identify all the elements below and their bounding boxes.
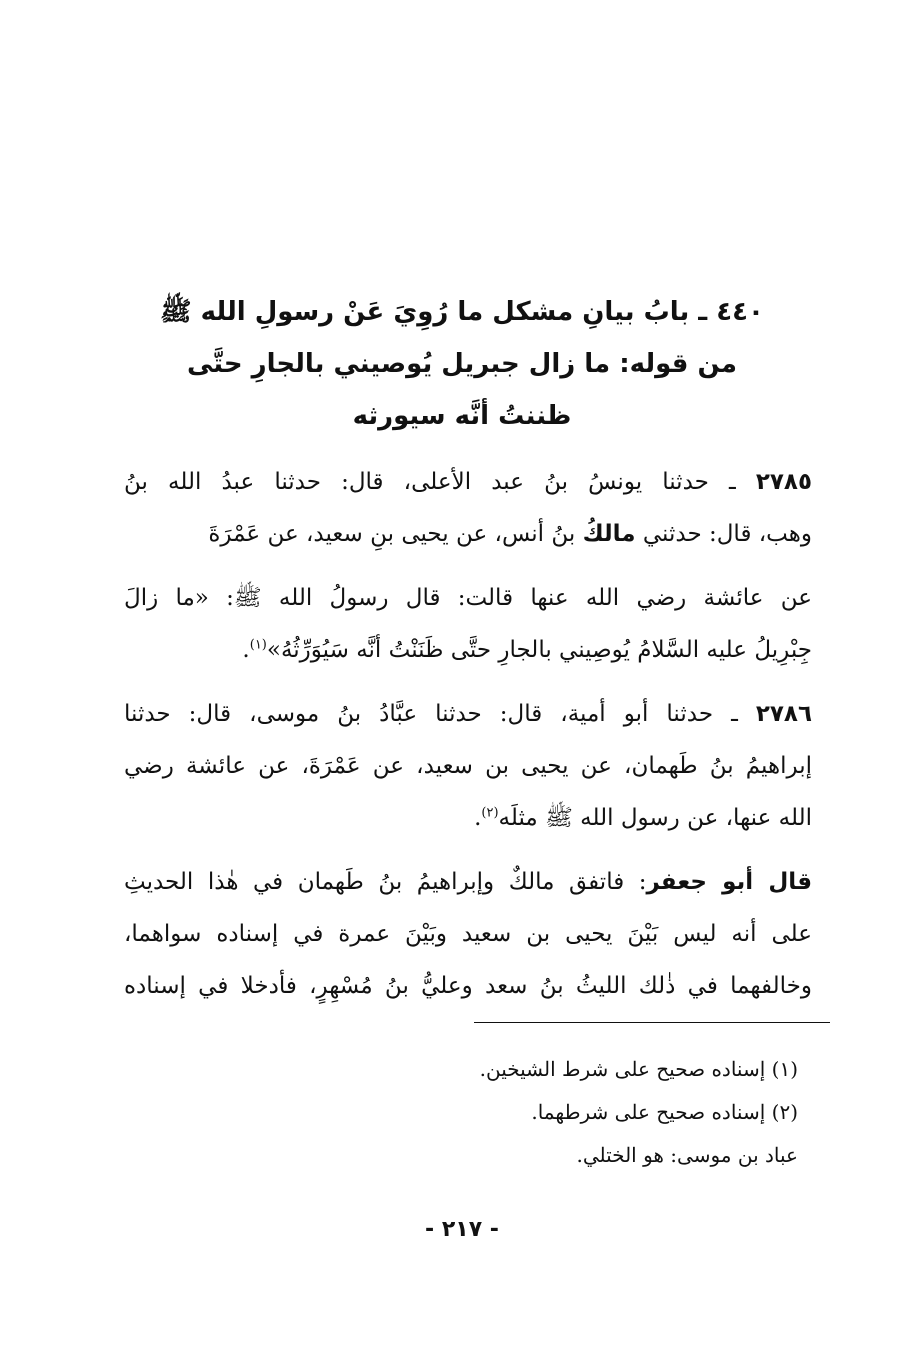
footnotes [400, 1048, 798, 1177]
hadith-2786-line-1 [124, 688, 812, 740]
hadith-2785-line-1 [124, 456, 812, 508]
text-segment: ـ حدثنا يونسُ بنُ عبد الأعلى، قال: حدثنا عبدُ الله بنُ [124, 469, 756, 495]
chapter-heading-line-2: من قوله: ما زال جبريل يُوصيني بالجارِ حتَّى [186, 349, 738, 379]
commentary-paragraph [124, 856, 812, 1012]
hadith-2786-line-3 [124, 792, 812, 844]
commentary-line-2: على أنه ليس بَيْنَ يحيى بن سعيد وبَيْنَ عمرة في إسناده سواهما، [124, 921, 812, 947]
bold-name: مالكُ [582, 521, 636, 547]
text-segment: . [242, 637, 250, 663]
page-number: - ٢١٧ - [425, 1217, 499, 1242]
chapter-heading [120, 286, 804, 442]
text-segment: جِبْرِيلُ عليه السَّلامُ يُوصِيني بالجارِ حتَّى ظَنَنْتُ أنَّه سَيُوَرِّثُهُ» [266, 637, 812, 663]
footnote-separator [474, 1022, 830, 1023]
text-segment: بنُ أنس، عن يحيى بنِ سعيد، عن عَمْرَةَ [208, 521, 583, 547]
footnote-ref-1: (١) [249, 637, 267, 653]
text-segment: : فاتفق مالكٌ وإبراهيمُ بنُ طَهمان في هٰذا الحديثِ [124, 869, 647, 895]
text-segment: وهب، قال: حدثني [635, 521, 812, 547]
hadith-2785-matn [124, 572, 812, 676]
hadith-number: ٢٧٨٥ [755, 469, 812, 495]
hadith-number: ٢٧٨٦ [755, 701, 812, 727]
matn-line-1: عن عائشة رضي الله عنها قالت: قال رسولُ الله ﷺ: «ما زالَ [124, 585, 812, 611]
hadith-2785-line-2 [124, 508, 812, 560]
footnote-1: (١) إسناده صحيح على شرط الشيخين. [479, 1057, 798, 1081]
footnote-2: (٢) إسناده صحيح على شرطهما. [531, 1100, 798, 1124]
chapter-heading-line-1: ٤٤٠ ـ بابُ بيانِ مشكل ما رُوِيَ عَنْ رسولِ الله ﷺ [160, 297, 764, 327]
footnote-3: عباد بن موسى: هو الختلي. [576, 1143, 798, 1167]
commentary-line-1 [124, 856, 812, 908]
commentary-line-3: وخالفهما في ذٰلك الليثُ بنُ سعد وعليُّ بنُ مُسْهِرٍ، فأدخلا في إسناده [124, 973, 812, 999]
text-segment: ـ حدثنا أبو أمية، قال: حدثنا عبَّادُ بنُ موسى، قال: حدثنا [124, 701, 756, 727]
text-segment: . [474, 805, 482, 831]
footnote-ref-2: (٢) [481, 805, 499, 821]
commentary-lead: قال أبو جعفر [646, 869, 812, 895]
hadith-2786-line-2: إبراهيمُ بنُ طَهمان، عن يحيى بن سعيد، عن عَمْرَةَ، عن عائشة رضي [124, 753, 812, 779]
chapter-heading-line-3: ظننتُ أنَّه سيورثه [352, 401, 572, 431]
hadith-2785 [124, 456, 812, 560]
text-segment: الله عنها، عن رسول الله ﷺ مثلَه [498, 805, 812, 831]
matn-line-2 [124, 624, 812, 676]
main-text [124, 456, 812, 1024]
hadith-2786 [124, 688, 812, 844]
